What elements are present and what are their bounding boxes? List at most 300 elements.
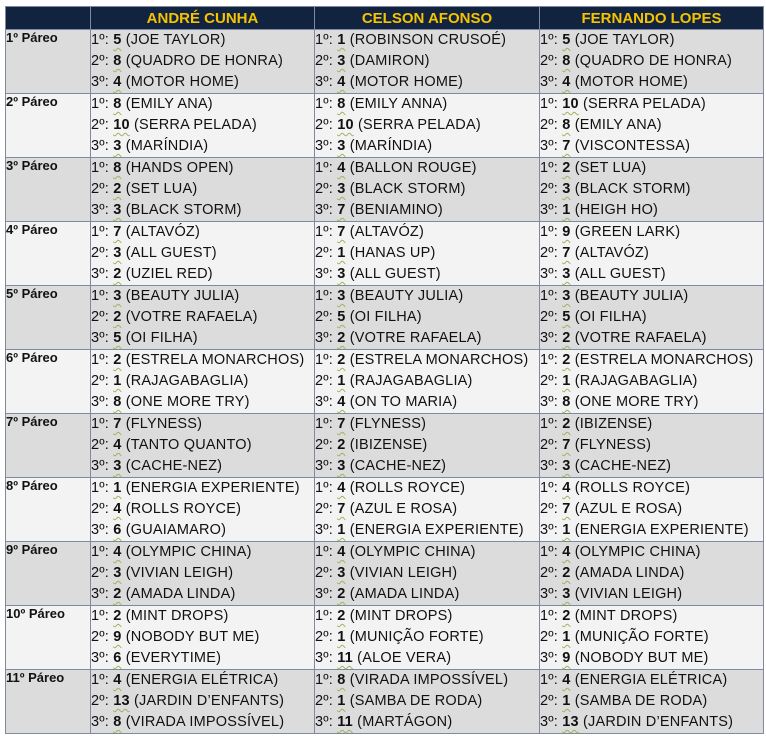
picks-cell (540, 30, 764, 94)
pick-line (315, 51, 539, 72)
horse-name: (NOBODY BUT ME) (570, 650, 709, 666)
horse-name: (MUNIÇÃO FORTE) (570, 629, 709, 645)
horse-number: 4 (562, 74, 571, 90)
horse-name: (VOTRE RAFAELA) (121, 309, 258, 325)
horse-name: (BEAUTY JULIA) (345, 288, 464, 304)
horse-name: (FLYNESS) (345, 416, 427, 432)
table-row (6, 670, 764, 734)
pick-line (540, 392, 763, 413)
pick-position: 3º: (540, 266, 563, 282)
picks-cell (540, 414, 764, 478)
pick-position: 3º: (540, 74, 563, 90)
pick-position: 3º: (315, 714, 338, 730)
horse-name: (MINT DROPS) (570, 608, 678, 624)
horse-name: (ENERGIA EXPERIENTE) (345, 522, 524, 538)
pick-line (315, 94, 539, 115)
picks-cell (315, 94, 540, 158)
pick-position: 3º: (540, 330, 563, 346)
horse-number: 8 (113, 394, 122, 410)
horse-name: (EMILY ANA) (570, 117, 662, 133)
horse-name: (BLACK STORM) (345, 181, 466, 197)
pick-position: 2º: (540, 53, 563, 69)
horse-number: 4 (337, 480, 346, 496)
pick-position: 2º: (91, 693, 114, 709)
race-label: 9º Páreo (6, 542, 91, 606)
pick-line (315, 264, 539, 285)
table-row (6, 158, 764, 222)
horse-number: 2 (562, 608, 571, 624)
pick-position: 3º: (91, 138, 114, 154)
pick-line (315, 435, 539, 456)
horse-number: 3 (113, 565, 122, 581)
horse-number: 3 (562, 181, 571, 197)
horse-number: 2 (562, 330, 571, 346)
horse-name: (ALL GUEST) (345, 266, 441, 282)
pick-line (91, 158, 314, 179)
pick-position: 3º: (540, 138, 563, 154)
pick-position: 2º: (91, 501, 114, 517)
picks-cell (315, 414, 540, 478)
horse-name: (ROLLS ROYCE) (570, 480, 691, 496)
picks-cell (540, 94, 764, 158)
horse-number: 1 (113, 480, 122, 496)
pick-line (91, 456, 314, 477)
pick-position: 3º: (91, 74, 114, 90)
horse-number: 1 (337, 373, 346, 389)
pick-line (91, 264, 314, 285)
horse-number: 2 (337, 437, 346, 453)
pick-position: 1º: (540, 544, 563, 560)
horse-number: 1 (562, 693, 571, 709)
horse-number: 8 (113, 714, 122, 730)
horse-name: (SAMBA DE RODA) (570, 693, 708, 709)
horse-number: 8 (562, 394, 571, 410)
table-row (6, 414, 764, 478)
pick-line (540, 264, 763, 285)
pick-position: 1º: (540, 96, 563, 112)
pick-position: 1º: (315, 608, 338, 624)
picks-cell (315, 606, 540, 670)
pick-position: 3º: (315, 522, 338, 538)
horse-number: 2 (337, 330, 346, 346)
picks-body (6, 30, 764, 734)
horse-number: 3 (337, 266, 346, 282)
pick-line (315, 499, 539, 520)
pick-position: 3º: (91, 394, 114, 410)
pick-position: 2º: (91, 245, 114, 261)
horse-number: 10 (562, 96, 579, 112)
pick-line (540, 456, 763, 477)
pick-position: 1º: (315, 96, 338, 112)
horse-number: 1 (562, 373, 571, 389)
pick-position: 3º: (315, 202, 338, 218)
pick-line (315, 200, 539, 221)
pick-line (91, 606, 314, 627)
table-row (6, 606, 764, 670)
pick-position: 3º: (91, 714, 114, 730)
pick-position: 1º: (91, 288, 114, 304)
horse-name: (SERRA PELADA) (353, 117, 481, 133)
horse-number: 5 (562, 309, 571, 325)
pick-line (91, 200, 314, 221)
pick-line (540, 328, 763, 349)
picks-cell (540, 606, 764, 670)
pick-position: 1º: (540, 416, 563, 432)
pick-position: 1º: (315, 480, 338, 496)
horse-name: (MOTOR HOME) (345, 74, 464, 90)
pick-line (540, 712, 763, 733)
pick-line (91, 371, 314, 392)
horse-number: 4 (113, 544, 122, 560)
horse-name: (OLYMPIC CHINA) (570, 544, 701, 560)
horse-number: 4 (113, 437, 122, 453)
header-corner (6, 7, 91, 30)
horse-name: (EMILY ANNA) (345, 96, 448, 112)
picks-cell (540, 542, 764, 606)
horse-name: (ALTAVÓZ) (570, 245, 650, 261)
table-row (6, 222, 764, 286)
horse-number: 4 (337, 544, 346, 560)
horse-name: (GUAIAMARO) (121, 522, 227, 538)
horse-number: 4 (337, 394, 346, 410)
pick-position: 2º: (315, 53, 338, 69)
pick-position: 1º: (91, 480, 114, 496)
table-row (6, 94, 764, 158)
horse-number: 11 (337, 714, 353, 730)
horse-name: (DAMIRON) (345, 53, 430, 69)
horse-name: (EVERYTIME) (121, 650, 222, 666)
horse-name: (VOTRE RAFAELA) (345, 330, 482, 346)
horse-number: 3 (337, 458, 346, 474)
pick-position: 2º: (540, 501, 563, 517)
horse-number: 3 (337, 138, 346, 154)
horse-name: (JARDIN D’ENFANTS) (578, 714, 734, 730)
horse-number: 3 (113, 138, 122, 154)
horse-number: 8 (113, 160, 122, 176)
pick-position: 2º: (315, 181, 338, 197)
horse-number: 2 (113, 352, 122, 368)
pick-line (540, 478, 763, 499)
pick-position: 1º: (540, 32, 563, 48)
table-row (6, 350, 764, 414)
pick-line (91, 499, 314, 520)
horse-number: 13 (562, 714, 579, 730)
horse-number: 8 (562, 53, 571, 69)
horse-number: 7 (562, 501, 571, 517)
picks-cell (315, 670, 540, 734)
pick-position: 1º: (91, 608, 114, 624)
horse-number: 7 (562, 245, 571, 261)
horse-name: (AMADA LINDA) (570, 565, 685, 581)
pick-position: 1º: (315, 672, 338, 688)
header-andre-cunha: ANDRÉ CUNHA (91, 7, 315, 30)
horse-number: 4 (337, 74, 346, 90)
pick-position: 2º: (315, 309, 338, 325)
pick-line (540, 648, 763, 669)
pick-position: 1º: (91, 224, 114, 240)
race-label: 10º Páreo (6, 606, 91, 670)
pick-position: 1º: (91, 544, 114, 560)
horse-number: 13 (113, 693, 130, 709)
pick-position: 1º: (315, 352, 338, 368)
pick-line (91, 30, 314, 51)
horse-number: 7 (337, 416, 346, 432)
race-label: 5º Páreo (6, 286, 91, 350)
picks-cell (540, 350, 764, 414)
pick-line (540, 563, 763, 584)
horse-name: (ENERGIA ELÉTRICA) (570, 672, 728, 688)
picks-cell (91, 350, 315, 414)
horse-name: (VIVIAN LEIGH) (570, 586, 683, 602)
horse-name: (VIRADA IMPOSSÍVEL) (121, 714, 285, 730)
pick-line (315, 30, 539, 51)
horse-number: 8 (337, 672, 346, 688)
pick-line (315, 392, 539, 413)
horse-number: 8 (337, 96, 346, 112)
pick-line (315, 542, 539, 563)
picks-cell (91, 670, 315, 734)
pick-position: 3º: (91, 202, 114, 218)
pick-position: 3º: (315, 586, 338, 602)
horse-name: (ALOE VERA) (352, 650, 452, 666)
picks-cell (91, 222, 315, 286)
horse-number: 3 (562, 266, 571, 282)
pick-line (91, 350, 314, 371)
horse-number: 10 (337, 117, 354, 133)
race-label: 1º Páreo (6, 30, 91, 94)
horse-name: (ROLLS ROYCE) (121, 501, 242, 517)
horse-name: (ENERGIA EXPERIENTE) (570, 522, 749, 538)
pick-line (540, 158, 763, 179)
pick-line (540, 94, 763, 115)
pick-position: 3º: (315, 266, 338, 282)
picks-cell (315, 478, 540, 542)
pick-position: 1º: (315, 160, 338, 176)
pick-position: 3º: (315, 74, 338, 90)
table-row (6, 478, 764, 542)
picks-cell (315, 350, 540, 414)
horse-name: (NOBODY BUT ME) (121, 629, 260, 645)
pick-line (315, 606, 539, 627)
horse-name: (QUADRO DE HONRA) (121, 53, 283, 69)
pick-line (91, 627, 314, 648)
horse-number: 4 (113, 74, 122, 90)
pick-position: 2º: (91, 437, 114, 453)
pick-position: 2º: (540, 565, 563, 581)
pick-position: 2º: (315, 501, 338, 517)
horse-number: 4 (337, 160, 346, 176)
pick-position: 3º: (540, 394, 563, 410)
pick-line (540, 691, 763, 712)
pick-position: 1º: (91, 672, 114, 688)
pick-line (315, 627, 539, 648)
pick-line (315, 115, 539, 136)
pick-line (315, 158, 539, 179)
pick-line (540, 286, 763, 307)
pick-position: 3º: (315, 330, 338, 346)
horse-name: (ALL GUEST) (570, 266, 666, 282)
horse-number: 9 (562, 650, 571, 666)
picks-cell (91, 414, 315, 478)
horse-name: (AMADA LINDA) (121, 586, 236, 602)
header-celson-afonso: CELSON AFONSO (315, 7, 540, 30)
pick-position: 2º: (315, 693, 338, 709)
horse-name: (ONE MORE TRY) (121, 394, 250, 410)
horse-number: 2 (562, 352, 571, 368)
pick-line (540, 30, 763, 51)
pick-line (540, 627, 763, 648)
pick-position: 2º: (315, 629, 338, 645)
pick-position: 1º: (540, 672, 563, 688)
horse-name: (JOE TAYLOR) (121, 32, 226, 48)
horse-name: (CACHE-NEZ) (345, 458, 447, 474)
horse-number: 7 (562, 138, 571, 154)
horse-number: 2 (337, 586, 346, 602)
horse-name: (CACHE-NEZ) (570, 458, 672, 474)
pick-position: 3º: (540, 202, 563, 218)
picks-cell (315, 30, 540, 94)
pick-position: 2º: (91, 53, 114, 69)
pick-position: 3º: (540, 650, 563, 666)
pick-line (315, 243, 539, 264)
header-row (6, 7, 764, 30)
picks-cell (315, 158, 540, 222)
horse-name: (AMADA LINDA) (345, 586, 460, 602)
horse-number: 3 (337, 288, 346, 304)
pick-position: 1º: (315, 224, 338, 240)
horse-number: 1 (113, 373, 122, 389)
pick-line (540, 350, 763, 371)
picks-cell (315, 222, 540, 286)
pick-position: 2º: (540, 693, 563, 709)
horse-number: 1 (337, 693, 346, 709)
pick-line (540, 136, 763, 157)
picks-cell (91, 478, 315, 542)
horse-number: 3 (562, 288, 571, 304)
horse-name: (RAJAGABAGLIA) (570, 373, 698, 389)
pick-position: 3º: (540, 522, 563, 538)
pick-line (315, 520, 539, 541)
pick-line (315, 371, 539, 392)
pick-line (315, 478, 539, 499)
pick-line (91, 115, 314, 136)
horse-number: 2 (562, 160, 571, 176)
horse-number: 3 (113, 202, 122, 218)
horse-number: 5 (337, 309, 346, 325)
race-label: 6º Páreo (6, 350, 91, 414)
pick-position: 2º: (91, 117, 114, 133)
horse-number: 1 (562, 202, 571, 218)
pick-line (91, 179, 314, 200)
horse-name: (SERRA PELADA) (578, 96, 706, 112)
horse-name: (QUADRO DE HONRA) (570, 53, 732, 69)
pick-position: 3º: (91, 650, 114, 666)
pick-position: 2º: (91, 565, 114, 581)
horse-name: (FLYNESS) (570, 437, 652, 453)
pick-line (91, 542, 314, 563)
pick-line (91, 648, 314, 669)
horse-name: (MARÍNDIA) (121, 138, 209, 154)
table-row (6, 30, 764, 94)
horse-number: 2 (562, 565, 571, 581)
pick-position: 3º: (91, 586, 114, 602)
horse-name: (RAJAGABAGLIA) (121, 373, 249, 389)
horse-name: (OI FILHA) (345, 309, 422, 325)
horse-number: 2 (337, 352, 346, 368)
horse-number: 7 (337, 501, 346, 517)
horse-name: (IBIZENSE) (345, 437, 428, 453)
horse-number: 4 (562, 672, 571, 688)
horse-number: 9 (113, 629, 122, 645)
picks-cell (91, 606, 315, 670)
horse-name: (BLACK STORM) (121, 202, 242, 218)
horse-number: 6 (113, 522, 122, 538)
horse-number: 4 (562, 480, 571, 496)
picks-cell (91, 94, 315, 158)
pick-position: 1º: (315, 544, 338, 560)
horse-name: (JOE TAYLOR) (570, 32, 675, 48)
pick-position: 1º: (91, 416, 114, 432)
horse-number: 3 (337, 53, 346, 69)
horse-name: (AZUL E ROSA) (570, 501, 683, 517)
horse-name: (RAJAGABAGLIA) (345, 373, 473, 389)
race-label: 8º Páreo (6, 478, 91, 542)
horse-name: (BEAUTY JULIA) (121, 288, 240, 304)
horse-name: (ALTAVÓZ) (121, 224, 201, 240)
pick-line (91, 670, 314, 691)
horse-number: 3 (337, 181, 346, 197)
picks-cell (91, 30, 315, 94)
pick-position: 2º: (91, 373, 114, 389)
pick-position: 3º: (91, 458, 114, 474)
pick-line (540, 115, 763, 136)
horse-name: (BALLON ROUGE) (345, 160, 477, 176)
horse-name: (VIRADA IMPOSSÍVEL) (345, 672, 509, 688)
horse-number: 4 (113, 672, 122, 688)
pick-line (540, 371, 763, 392)
table-row (6, 542, 764, 606)
horse-name: (OLYMPIC CHINA) (345, 544, 476, 560)
horse-name: (UZIEL RED) (121, 266, 213, 282)
pick-position: 2º: (540, 629, 563, 645)
pick-position: 3º: (91, 522, 114, 538)
horse-number: 1 (337, 522, 346, 538)
pick-line (540, 51, 763, 72)
picks-cell (540, 158, 764, 222)
race-label: 3º Páreo (6, 158, 91, 222)
pick-position: 1º: (91, 96, 114, 112)
horse-number: 5 (113, 32, 122, 48)
horse-name: (ESTRELA MONARCHOS) (570, 352, 754, 368)
horse-number: 4 (113, 501, 122, 517)
pick-line (91, 712, 314, 733)
pick-position: 2º: (540, 309, 563, 325)
horse-number: 2 (113, 266, 122, 282)
pick-position: 2º: (315, 245, 338, 261)
pick-line (540, 584, 763, 605)
horse-name: (MUNIÇÃO FORTE) (345, 629, 484, 645)
pick-line (315, 328, 539, 349)
horse-name: (BLACK STORM) (570, 181, 691, 197)
pick-line (540, 606, 763, 627)
horse-name: (MOTOR HOME) (570, 74, 689, 90)
pick-line (91, 392, 314, 413)
pick-position: 2º: (540, 181, 563, 197)
horse-name: (VIVIAN LEIGH) (121, 565, 234, 581)
pick-line (315, 648, 539, 669)
horse-name: (CACHE-NEZ) (121, 458, 223, 474)
pick-line (540, 520, 763, 541)
